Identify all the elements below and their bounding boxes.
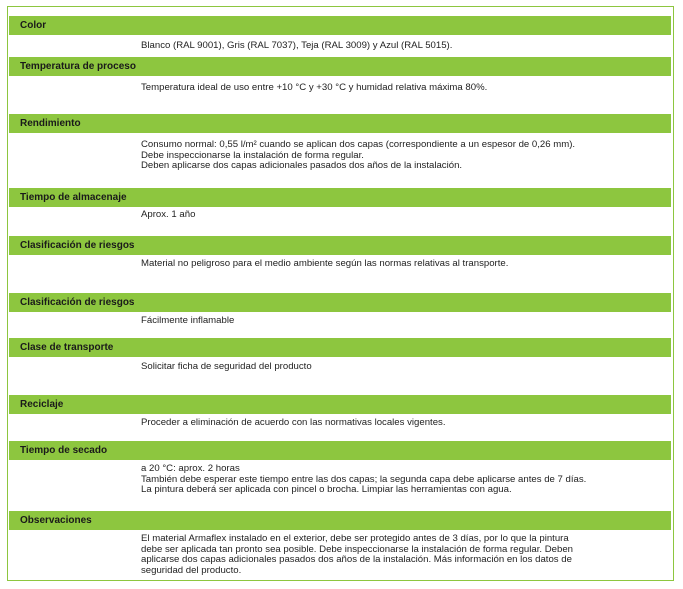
section-body-reciclaje (141, 418, 661, 429)
section-header-transporte: Clase de transporte (9, 338, 671, 357)
section-header-rendimiento: Rendimiento (9, 114, 671, 133)
section-header-secado: Tiempo de secado (9, 441, 671, 460)
section-body-clasificacion-2 (141, 316, 661, 327)
section-header-almacenaje: Tiempo de almacenaje (9, 188, 671, 207)
section-header-clasificacion-2: Clasificación de riesgos (9, 293, 671, 312)
section-header-color: Color (9, 16, 671, 35)
section-body-almacenaje (141, 210, 661, 221)
section-header-observaciones: Observaciones (9, 511, 671, 530)
body-line: aplicarse dos capas adicionales pasados dos años de la instalación. Más información en los datos de (141, 554, 572, 566)
section-body-secado (141, 464, 661, 496)
body-line: seguridad del producto. (141, 564, 242, 576)
body-line: También debe esperar este tiempo entre las dos capas; la segunda capa debe aplicarse antes de 7 días. (141, 473, 587, 485)
section-body-clasificacion-1 (141, 259, 661, 270)
section-body-rendimiento (141, 140, 661, 172)
body-line: Deben aplicarse dos capas adicionales pasados dos años de la instalación. (141, 160, 463, 172)
body-line: Proceder a eliminación de acuerdo con las normativas locales vigentes. (141, 417, 446, 428)
body-line: Material no peligroso para el medio ambiente según las normas relativas al transporte. (141, 258, 509, 269)
section-header-temperatura: Temperatura de proceso (9, 57, 671, 76)
section-body-temperatura (141, 83, 661, 94)
body-line: La pintura deberá ser aplicada con pincel o brocha. Limpiar las herramientas con agua. (141, 484, 512, 496)
section-body-color (141, 41, 661, 52)
body-line: a 20 °C: aprox. 2 horas (141, 463, 240, 474)
body-line: Blanco (RAL 9001), Gris (RAL 7037), Teja (RAL 3009) y Azul (RAL 5015). (141, 40, 453, 51)
section-header-clasificacion-1: Clasificación de riesgos (9, 236, 671, 255)
body-line: Fácilmente inflamable (141, 315, 235, 326)
body-line: Consumo normal: 0,55 l/m² cuando se aplican dos capas (correspondiente a un espesor de 0,26 mm). (141, 139, 576, 150)
body-line: Aprox. 1 año (141, 209, 196, 220)
section-body-observaciones (141, 534, 661, 576)
body-line: El material Armaflex instalado en el exterior, debe ser protegido antes de 3 días, por lo que la pintura (141, 533, 569, 544)
body-line: debe ser aplicada tan pronto sea posible. Debe inspeccionarse la instalación de forma regular. Deben (141, 543, 573, 555)
body-line: Debe inspeccionarse la instalación de forma regular. (141, 149, 364, 161)
section-body-transporte (141, 362, 661, 373)
section-header-reciclaje: Reciclaje (9, 395, 671, 414)
body-line: Solicitar ficha de seguridad del producto (141, 361, 312, 372)
body-line: Temperatura ideal de uso entre +10 °C y +30 °C y humidad relativa máxima 80%. (141, 82, 488, 93)
